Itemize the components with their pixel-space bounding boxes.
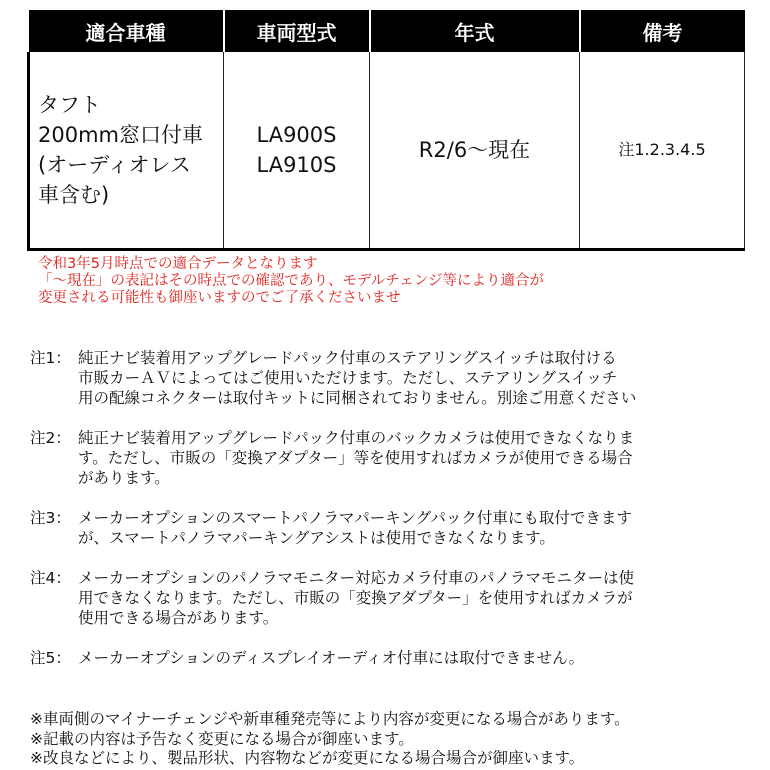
header-model: 車両型式 — [224, 10, 370, 52]
header-remarks: 備考 — [580, 10, 745, 52]
vehicle-line: 車含む) — [38, 183, 110, 207]
note-line: 使用できる場合があります。 — [78, 609, 279, 627]
disclaimer-line: ※改良などにより、製品形状、内容物などが変更になる場合場合が御座います。 — [30, 749, 585, 767]
cell-vehicle — [29, 52, 224, 250]
notice-line: 「～現在」の表記はその時点での確認であり、モデルチェンジ等により適合が — [38, 273, 544, 289]
cell-year: R2/6～現在 — [370, 52, 580, 250]
note-line: メーカーオプションのパノラマモニター対応カメラ付車のパノラマモニターは使 — [78, 569, 634, 587]
note-label: 注4： — [30, 569, 71, 587]
note-label: 注2： — [30, 429, 71, 447]
disclaimer-line: ※車両側のマイナーチェンジや新車種発売等により内容が変更になる場合があります。 — [30, 710, 630, 728]
note-line: があります。 — [78, 469, 170, 487]
notice-line: 変更される可能性も御座いますのでご了承くださいませ — [38, 290, 401, 306]
note-4 — [30, 568, 760, 628]
note-5 — [30, 648, 760, 668]
compatibility-table — [27, 10, 745, 251]
note-line: メーカーオプションのディスプレイオーディオ付車には取付できません。 — [78, 649, 585, 667]
note-line: す。ただし、市販の「変換アダプター」等を使用すればカメラが使用できる場合 — [78, 449, 633, 467]
note-line: 純正ナビ装着用アップグレードパック付車のステアリングスイッチは取付ける — [78, 349, 617, 367]
table-row — [29, 52, 745, 250]
model-code: LA900S — [256, 123, 337, 147]
vehicle-line: (オーディオレス — [38, 153, 191, 177]
cell-remarks: 注1.2.3.4.5 — [580, 52, 745, 250]
notice-line: 令和3年5月時点での適合データとなります — [38, 256, 318, 272]
vehicle-line: 200mm窓口付車 — [38, 123, 203, 147]
header-year: 年式 — [370, 10, 580, 52]
note-label: 注1： — [30, 349, 71, 367]
model-code: LA910S — [256, 153, 337, 177]
note-line: 市販カーＡＶによってはご使用いただけます。ただし、ステアリングスイッチ — [78, 369, 618, 387]
note-2 — [30, 428, 760, 488]
note-3 — [30, 508, 760, 548]
cell-models — [224, 52, 370, 250]
compatibility-notice — [38, 256, 544, 307]
note-label: 注5： — [30, 649, 71, 667]
vehicle-line: タフト — [38, 93, 101, 117]
header-vehicle: 適合車種 — [29, 10, 224, 52]
disclaimer-line: ※記載の内容は予告なく変更になる場合が御座います。 — [30, 729, 414, 748]
notes-list — [30, 348, 760, 688]
note-line: 純正ナビ装着用アップグレードパック付車のバックカメラは使用できなくなりま — [78, 429, 635, 447]
note-label: 注3： — [30, 509, 71, 527]
note-line: メーカーオプションのスマートパノラマパーキングパック付車にも取付できます — [78, 509, 632, 527]
note-line: が、スマートパノラマパーキングアシストは使用できなくなります。 — [78, 529, 555, 547]
note-line: 用の配線コネクターは取付キットに同梱されておりません。別途ご用意ください — [78, 389, 637, 407]
note-1 — [30, 348, 760, 408]
note-line: 用できなくなります。ただし、市販の「変換アダプター」を使用すればカメラが — [78, 589, 633, 607]
footer-disclaimers — [30, 710, 630, 769]
